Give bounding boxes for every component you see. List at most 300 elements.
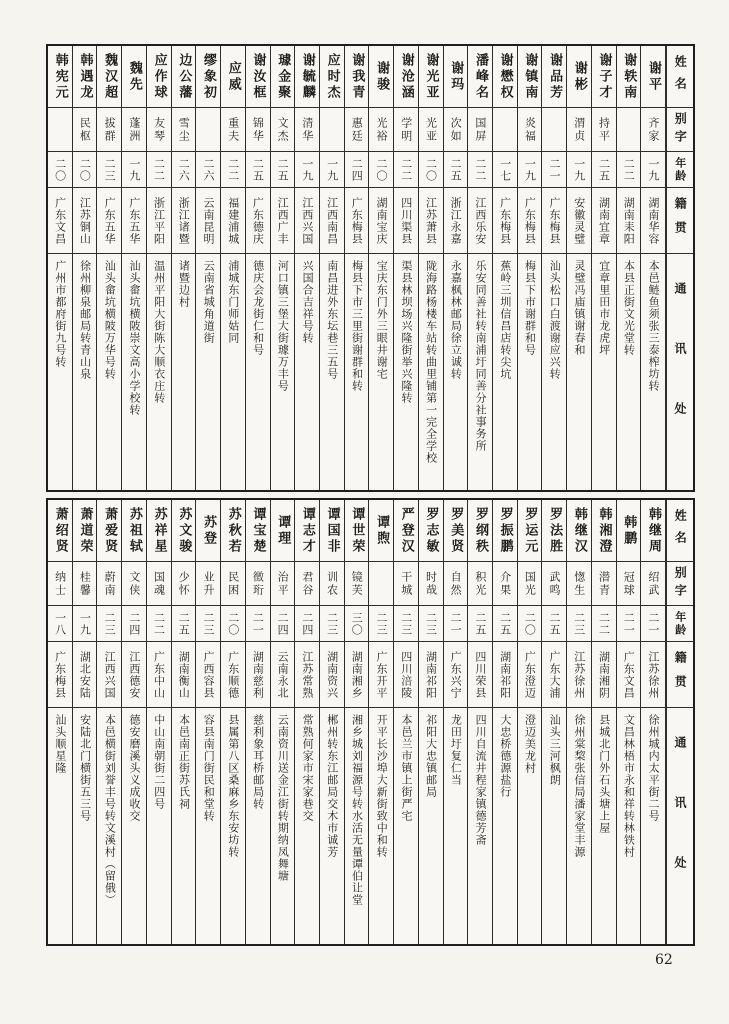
age-cell: 二三 <box>567 606 591 642</box>
address-cell: 梅县下市三里街谢群和转 <box>350 260 364 392</box>
entry-column <box>419 46 444 490</box>
address-cell: 汕头三河枫朗 <box>548 714 562 786</box>
courtesy-cell: 学明 <box>394 108 418 152</box>
entry-column <box>468 500 493 944</box>
name-cell: 谢轶南 <box>617 46 641 108</box>
courtesy-cell: 国屏 <box>468 108 492 152</box>
age-cell: 一九 <box>122 152 146 188</box>
name-cell: 韩鹏 <box>617 500 641 562</box>
name-cell: 韩继汉 <box>567 500 591 562</box>
courtesy-cell: 训农 <box>320 562 344 606</box>
name-cell: 苏秋若 <box>221 500 245 562</box>
entry-column <box>48 500 73 944</box>
courtesy-cell: 国光 <box>518 562 542 606</box>
age-cell: 二〇 <box>369 152 393 188</box>
name-cell: 应时杰 <box>320 46 344 108</box>
entry-column <box>542 500 567 944</box>
age-cell: 一九 <box>641 152 665 188</box>
native-cell: 广东梅县 <box>48 642 72 708</box>
address-cell: 浦城东门师姑同 <box>226 260 240 344</box>
entry-column <box>73 500 98 944</box>
native-cell: 江西兴国 <box>97 642 121 708</box>
courtesy-cell: 愡生 <box>567 562 591 606</box>
entry-column <box>172 46 197 490</box>
native-cell: 广东文昌 <box>617 642 641 708</box>
courtesy-cell: 武鸣 <box>542 562 566 606</box>
entry-column <box>617 46 642 490</box>
entry-column <box>97 500 122 944</box>
native-cell: 湖南宜章 <box>592 188 616 254</box>
native-cell: 广东兴宁 <box>444 642 468 708</box>
name-cell: 谢沧涵 <box>394 46 418 108</box>
address-cell: 汕头畲坑横陂万华号转 <box>103 260 117 380</box>
name-cell: 韩遇龙 <box>73 46 97 108</box>
native-cell: 湖南慈利 <box>246 642 270 708</box>
entry-column <box>493 46 518 490</box>
age-cell: 一七 <box>493 152 517 188</box>
address-cell: 本邑兰市镇上街严宅 <box>399 714 413 822</box>
address-cell: 汕头松口白渡谢应兴转 <box>548 260 562 380</box>
courtesy-cell: 时哉 <box>419 562 443 606</box>
entry-column <box>73 46 98 490</box>
age-cell: 三〇 <box>345 606 369 642</box>
native-cell: 江苏徐州 <box>567 642 591 708</box>
name-cell: 苏祖轼 <box>122 500 146 562</box>
address-cell: 湘乡城刘福源号转水活无量谭伯让堂 <box>350 714 364 906</box>
courtesy-cell: 干城 <box>394 562 418 606</box>
age-header: 年龄 <box>667 152 693 188</box>
courtesy-cell: 文杰 <box>271 108 295 152</box>
courtesy-cell <box>542 108 566 152</box>
age-cell: 一九 <box>73 606 97 642</box>
name-cell: 魏汉超 <box>97 46 121 108</box>
name-cell: 谭宝楚 <box>246 500 270 562</box>
courtesy-cell: 蔚南 <box>97 562 121 606</box>
entry-column <box>320 46 345 490</box>
address-cell: 永嘉枫林邮局徐立诚转 <box>449 260 463 380</box>
age-cell: 二四 <box>122 606 146 642</box>
name-cell: 缪象初 <box>196 46 220 108</box>
courtesy-cell: 少怀 <box>172 562 196 606</box>
native-cell: 江西广丰 <box>271 188 295 254</box>
native-cell: 江西乐安 <box>468 188 492 254</box>
address-cell: 南昌进外东坛巷三五号 <box>325 260 339 380</box>
courtesy-cell: 民困 <box>221 562 245 606</box>
address-cell: 德安磨溪头义成收交 <box>128 714 142 822</box>
courtesy-cell: 锦华 <box>246 108 270 152</box>
entry-column <box>345 500 370 944</box>
name-cell: 谢毓麟 <box>295 46 319 108</box>
courtesy-cell: 自然 <box>444 562 468 606</box>
native-cell: 广东梅县 <box>493 188 517 254</box>
courtesy-cell: 潜青 <box>592 562 616 606</box>
name-cell: 谢懋权 <box>493 46 517 108</box>
name-cell: 谢我青 <box>345 46 369 108</box>
courtesy-cell: 徵珩 <box>246 562 270 606</box>
header-column <box>666 46 693 490</box>
address-cell: 慈利象耳桥邮局转 <box>251 714 265 810</box>
native-cell: 湖南衡山 <box>172 642 196 708</box>
native-cell: 广东文昌 <box>48 188 72 254</box>
native-cell: 广东中山 <box>147 642 171 708</box>
native-cell: 江苏萧县 <box>419 188 443 254</box>
age-cell: 二六 <box>172 152 196 188</box>
entry-column <box>641 46 666 490</box>
name-cell: 谭煦 <box>369 500 393 562</box>
entry-column <box>444 500 469 944</box>
age-cell: 二二 <box>468 152 492 188</box>
native-cell: 广东五华 <box>97 188 121 254</box>
name-cell: 罗运元 <box>518 500 542 562</box>
entry-column <box>394 46 419 490</box>
courtesy-cell: 清华 <box>295 108 319 152</box>
name-cell: 罗法胜 <box>542 500 566 562</box>
courtesy-cell: 惠廷 <box>345 108 369 152</box>
age-cell: 一九 <box>518 152 542 188</box>
age-header: 年龄 <box>667 606 693 642</box>
entry-column <box>369 500 394 944</box>
entry-column <box>567 500 592 944</box>
age-cell: 一九 <box>295 152 319 188</box>
age-cell: 二一 <box>542 152 566 188</box>
courtesy-header: 别字 <box>667 108 693 152</box>
native-cell: 江苏铜山 <box>73 188 97 254</box>
native-cell: 广东梅县 <box>542 188 566 254</box>
name-cell: 谭理 <box>271 500 295 562</box>
courtesy-cell: 炎福 <box>518 108 542 152</box>
courtesy-cell <box>196 108 220 152</box>
name-cell: 魏先 <box>122 46 146 108</box>
age-cell: 二〇 <box>419 152 443 188</box>
courtesy-cell: 渭贞 <box>567 108 591 152</box>
entry-column <box>320 500 345 944</box>
courtesy-cell: 介果 <box>493 562 517 606</box>
courtesy-cell: 次如 <box>444 108 468 152</box>
native-cell: 湖南祁阳 <box>419 642 443 708</box>
address-cell: 四川自流井程家镇德芳斋 <box>474 714 488 846</box>
name-cell: 谭世荣 <box>345 500 369 562</box>
age-cell: 二五 <box>592 152 616 188</box>
entry-column <box>147 46 172 490</box>
age-cell: 二一 <box>444 606 468 642</box>
address-cell: 徐州棠棃张信局潘家堂丰源 <box>572 714 586 858</box>
age-cell: 二五 <box>246 152 270 188</box>
entry-column <box>271 500 296 944</box>
name-header: 姓名 <box>667 500 693 562</box>
age-cell: 二二 <box>617 152 641 188</box>
address-cell: 本邑鲢鱼须张三泰榨坊转 <box>647 260 661 392</box>
name-cell: 谢镇南 <box>518 46 542 108</box>
native-cell: 江苏常熟 <box>295 642 319 708</box>
address-cell: 中山南朝街二四号 <box>152 714 166 810</box>
address-cell: 常熟何家市宋家巷交 <box>301 714 315 822</box>
contact-header: 通讯处 <box>673 736 687 916</box>
age-cell: 二〇 <box>221 606 245 642</box>
native-cell: 广东大浦 <box>542 642 566 708</box>
address-cell: 本邑横街刘誉丰号转文溪村（留俄） <box>103 714 117 906</box>
native-cell: 广东德庆 <box>246 188 270 254</box>
entry-column <box>468 46 493 490</box>
courtesy-cell: 重夫 <box>221 108 245 152</box>
courtesy-cell: 友琴 <box>147 108 171 152</box>
courtesy-cell: 镜芙 <box>345 562 369 606</box>
name-cell: 萧道荣 <box>73 500 97 562</box>
name-cell: 谢品芳 <box>542 46 566 108</box>
address-cell: 大忠桥德源盐行 <box>498 714 512 798</box>
age-cell: 一九 <box>320 152 344 188</box>
name-cell: 谢彬 <box>567 46 591 108</box>
address-cell: 祁阳大忠镇邮局 <box>424 714 438 798</box>
entry-columns <box>48 500 666 944</box>
address-cell: 蕉岭三圳信昌店转尖坑 <box>498 260 512 380</box>
address-cell: 梅县下市谢群和号 <box>523 260 537 356</box>
age-cell: 二三 <box>97 152 121 188</box>
native-header: 籍贯 <box>667 188 693 254</box>
name-cell: 韩湘澄 <box>592 500 616 562</box>
name-cell: 韩宪元 <box>48 46 72 108</box>
native-cell: 广东五华 <box>122 188 146 254</box>
age-cell: 二四 <box>295 606 319 642</box>
address-cell: 本邑南正街苏氏祠 <box>177 714 191 810</box>
name-cell: 谢玛 <box>444 46 468 108</box>
name-cell: 谢子才 <box>592 46 616 108</box>
native-cell: 江西德安 <box>122 642 146 708</box>
age-cell: 二一 <box>617 606 641 642</box>
contact-header: 通讯处 <box>673 282 687 462</box>
entry-column <box>518 500 543 944</box>
address-cell: 汕头畲坑横陂崇文高小学校转 <box>128 260 142 416</box>
address-cell: 德庆会龙街仁和号 <box>251 260 265 356</box>
age-cell: 二三 <box>419 606 443 642</box>
entry-column <box>97 46 122 490</box>
age-cell: 二四 <box>345 152 369 188</box>
native-cell: 四川涪陵 <box>394 642 418 708</box>
address-cell: 诸暨边村 <box>177 260 191 308</box>
address-cell: 澄迈美龙村 <box>523 714 537 774</box>
name-cell: 谢平 <box>641 46 665 108</box>
entry-column <box>122 46 147 490</box>
address-cell: 徐州城内太平街二号 <box>647 714 661 822</box>
page-number: 62 <box>655 952 673 968</box>
entry-column <box>196 46 221 490</box>
entry-column <box>271 46 296 490</box>
entry-column <box>518 46 543 490</box>
address-cell: 乐安同善社转南浦圩同善分社事务所 <box>474 260 488 452</box>
native-cell: 广西容县 <box>196 642 220 708</box>
native-cell: 广东梅县 <box>518 188 542 254</box>
entry-column <box>592 500 617 944</box>
age-cell: 二五 <box>444 152 468 188</box>
native-cell: 云南昆明 <box>196 188 220 254</box>
courtesy-cell: 文侠 <box>122 562 146 606</box>
directory-table-bottom <box>46 498 695 946</box>
address-cell: 兴国合吉祥号转 <box>301 260 315 344</box>
name-cell: 严登汉 <box>394 500 418 562</box>
entry-column <box>394 500 419 944</box>
age-cell: 二三 <box>369 606 393 642</box>
age-cell: 二五 <box>271 152 295 188</box>
entry-column <box>196 500 221 944</box>
address-cell: 龙田圩复仁当 <box>449 714 463 786</box>
age-cell: 二〇 <box>48 152 72 188</box>
courtesy-cell: 绍武 <box>641 562 665 606</box>
native-cell: 浙江平阳 <box>147 188 171 254</box>
native-cell: 安徽灵璧 <box>567 188 591 254</box>
address-cell: 云南省城角道街 <box>202 260 216 344</box>
name-cell: 谢骏 <box>369 46 393 108</box>
native-cell: 湖北安陆 <box>73 642 97 708</box>
courtesy-cell: 齐家 <box>641 108 665 152</box>
address-cell: 容县南门街民和堂转 <box>202 714 216 822</box>
name-cell: 潘峰名 <box>468 46 492 108</box>
native-cell: 四川荣县 <box>468 642 492 708</box>
name-cell: 苏登 <box>196 500 220 562</box>
native-cell: 湖南湘阴 <box>592 642 616 708</box>
native-cell: 广东开平 <box>369 642 393 708</box>
name-cell: 苏祥星 <box>147 500 171 562</box>
courtesy-cell: 雪尘 <box>172 108 196 152</box>
entry-column <box>295 46 320 490</box>
address-cell: 陇海路杨楼车站转曲里铺第一完全学校 <box>424 260 438 464</box>
courtesy-cell: 冠球 <box>617 562 641 606</box>
entry-column <box>567 46 592 490</box>
courtesy-cell: 治平 <box>271 562 295 606</box>
native-cell: 四川渠县 <box>394 188 418 254</box>
courtesy-cell: 业升 <box>196 562 220 606</box>
native-cell: 江西南昌 <box>320 188 344 254</box>
courtesy-cell: 国魂 <box>147 562 171 606</box>
entry-column <box>617 500 642 944</box>
entry-column <box>246 46 271 490</box>
entry-column <box>295 500 320 944</box>
age-cell: 二二 <box>592 606 616 642</box>
address-cell: 文昌林梧市永和祥转林铁村 <box>622 714 636 858</box>
native-cell: 云南永北 <box>271 642 295 708</box>
name-cell: 苏文骏 <box>172 500 196 562</box>
native-cell: 浙江永嘉 <box>444 188 468 254</box>
age-cell: 二五 <box>542 606 566 642</box>
name-cell: 应作球 <box>147 46 171 108</box>
address-cell: 宜章里田市龙虎坪 <box>597 260 611 356</box>
header-column <box>666 500 693 944</box>
name-cell: 罗纲秩 <box>468 500 492 562</box>
courtesy-cell: 桂馨 <box>73 562 97 606</box>
age-cell: 一九 <box>567 152 591 188</box>
age-cell: 二一 <box>641 606 665 642</box>
native-cell: 福建浦城 <box>221 188 245 254</box>
name-cell: 璩金聚 <box>271 46 295 108</box>
address-cell: 安陆北门横街五三号 <box>78 714 92 822</box>
entry-column <box>221 46 246 490</box>
address-cell: 郴州转东江邮局交木市诚芳 <box>325 714 339 858</box>
native-cell: 湖南资兴 <box>320 642 344 708</box>
age-cell: 二一 <box>246 606 270 642</box>
entry-column <box>542 46 567 490</box>
address-cell: 开平长沙埠大新街致中和转 <box>375 714 389 858</box>
courtesy-cell <box>320 108 344 152</box>
address-cell: 云南资川送金江街转期纳凤舞塘 <box>276 714 290 882</box>
name-cell: 谢汝框 <box>246 46 270 108</box>
age-cell: 二五 <box>468 606 492 642</box>
name-cell: 谭志才 <box>295 500 319 562</box>
courtesy-cell: 光亚 <box>419 108 443 152</box>
age-cell: 二三 <box>196 606 220 642</box>
address-cell: 温州平阳大街陈大顺衣庄转 <box>152 260 166 404</box>
age-cell: 二三 <box>394 606 418 642</box>
address-cell: 汕头顺星隆 <box>53 714 67 774</box>
address-cell: 灵璧冯庙镇谢春和 <box>572 260 586 356</box>
age-cell: 二五 <box>172 606 196 642</box>
address-cell: 徐州柳泉邮局转青山泉 <box>78 260 92 380</box>
name-cell: 萧绍贤 <box>48 500 72 562</box>
courtesy-cell: 光裕 <box>369 108 393 152</box>
native-cell: 广东梅县 <box>345 188 369 254</box>
entry-column <box>592 46 617 490</box>
entry-column <box>369 46 394 490</box>
name-cell: 谭国非 <box>320 500 344 562</box>
entry-columns <box>48 46 666 490</box>
name-cell: 韩继周 <box>641 500 665 562</box>
courtesy-cell <box>493 108 517 152</box>
entry-column <box>147 500 172 944</box>
native-header: 籍贯 <box>667 642 693 708</box>
address-cell: 县属第八区桑麻乡东安坊转 <box>226 714 240 858</box>
courtesy-cell: 拔群 <box>97 108 121 152</box>
native-cell: 江苏徐州 <box>641 642 665 708</box>
entry-column <box>172 500 197 944</box>
native-cell: 湖南湘乡 <box>345 642 369 708</box>
native-cell: 广东澄迈 <box>518 642 542 708</box>
age-cell: 二二 <box>147 152 171 188</box>
age-cell: 二三 <box>97 606 121 642</box>
entry-column <box>345 46 370 490</box>
native-cell: 湖南宝庆 <box>369 188 393 254</box>
courtesy-cell: 积光 <box>468 562 492 606</box>
age-cell: 二三 <box>320 606 344 642</box>
name-cell: 罗美贤 <box>444 500 468 562</box>
native-cell: 浙江诸暨 <box>172 188 196 254</box>
native-cell: 湖南华容 <box>641 188 665 254</box>
name-header: 姓名 <box>667 46 693 108</box>
entry-column <box>419 500 444 944</box>
address-cell: 河口镇三堡大街璩万丰号 <box>276 260 290 392</box>
courtesy-cell: 君谷 <box>295 562 319 606</box>
courtesy-cell: 纳士 <box>48 562 72 606</box>
entry-column <box>246 500 271 944</box>
entry-column <box>493 500 518 944</box>
age-cell: 二二 <box>147 606 171 642</box>
entry-column <box>122 500 147 944</box>
courtesy-cell: 持平 <box>592 108 616 152</box>
name-cell: 边公藩 <box>172 46 196 108</box>
entry-column <box>221 500 246 944</box>
age-cell: 二〇 <box>73 152 97 188</box>
name-cell: 谢光亚 <box>419 46 443 108</box>
address-cell: 广州市都府街九号转 <box>53 260 67 368</box>
name-cell: 罗志敏 <box>419 500 443 562</box>
age-cell: 二二 <box>394 152 418 188</box>
native-cell: 江西兴国 <box>295 188 319 254</box>
name-cell: 应威 <box>221 46 245 108</box>
entry-column <box>48 46 73 490</box>
age-cell: 二六 <box>196 152 220 188</box>
courtesy-cell: 民枢 <box>73 108 97 152</box>
address-cell: 县城北门外石头塘上屋 <box>597 714 611 834</box>
courtesy-cell <box>48 108 72 152</box>
age-cell: 二四 <box>271 606 295 642</box>
native-cell: 湖南耒阳 <box>617 188 641 254</box>
age-cell: 一八 <box>48 606 72 642</box>
